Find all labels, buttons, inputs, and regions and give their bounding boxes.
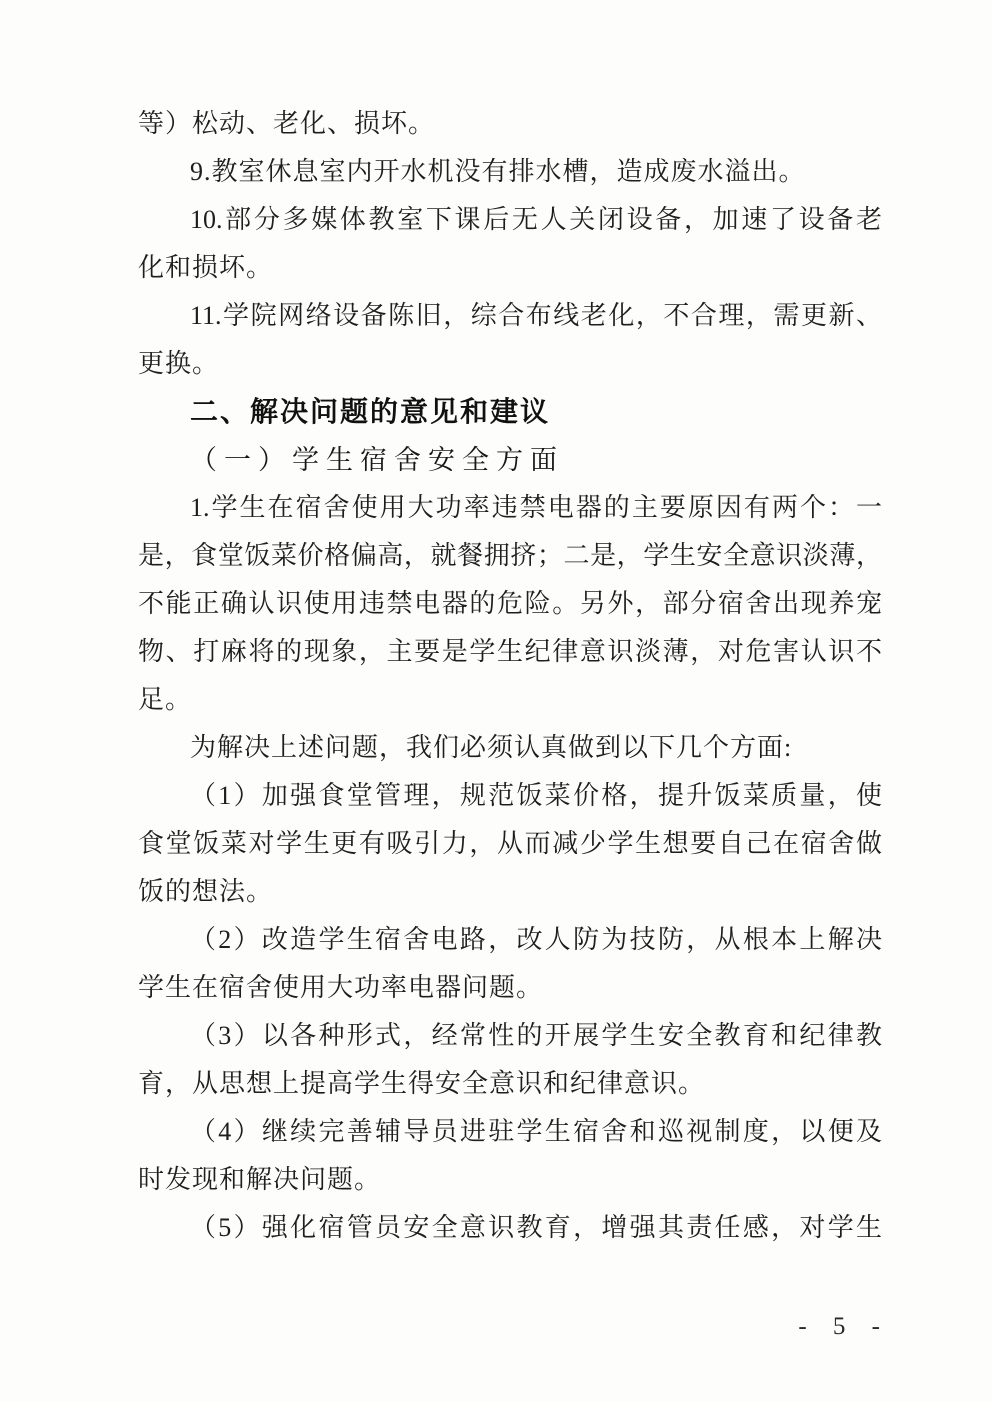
text-line: 时发现和解决问题。	[138, 1165, 382, 1194]
text-line: （1）加强食堂管理，规范饭菜价格，提升饭菜质量，使	[190, 781, 882, 810]
text-line: 1.学生在宿舍使用大功率违禁电器的主要原因有两个：一	[190, 493, 882, 522]
text-line: 9.教室休息室内开水机没有排水槽，造成废水溢出。	[190, 157, 806, 186]
page-number: - 5 -	[798, 1313, 890, 1340]
text-line: （2）改造学生宿舍电路，改人防为技防，从根本上解决	[190, 925, 882, 954]
text-line: 饭的想法。	[138, 877, 274, 906]
text-line: 不能正确认识使用违禁电器的危险。另外，部分宿舍出现养宠	[138, 589, 882, 618]
text-line: 学生在宿舍使用大功率电器问题。	[138, 973, 544, 1002]
text-line: 足。	[138, 685, 193, 714]
text-line: 是，食堂饭菜价格偏高，就餐拥挤；二是，学生安全意识淡薄，	[138, 541, 882, 570]
document-body	[138, 100, 882, 1252]
text-line: 育，从思想上提高学生得安全意识和纪律意识。	[138, 1069, 706, 1098]
section-heading: 二、解决问题的意见和建议	[190, 396, 551, 427]
text-line: 为解决上述问题，我们必须认真做到以下几个方面:	[190, 733, 793, 762]
text-line: 11.学院网络设备陈旧，综合布线老化，不合理，需更新、	[190, 301, 882, 330]
text-line: 化和损坏。	[138, 253, 274, 282]
text-line: 更换。	[138, 349, 220, 378]
text-line: （5）强化宿管员安全意识教育，增强其责任感，对学生	[190, 1213, 882, 1242]
text-line: 10.部分多媒体教室下课后无人关闭设备，加速了设备老	[190, 205, 882, 234]
text-line: 等）松动、老化、损坏。	[138, 109, 436, 138]
text-line: （3）以各种形式，经常性的开展学生安全教育和纪律教	[190, 1021, 882, 1050]
text-line: 食堂饭菜对学生更有吸引力，从而减少学生想要自己在宿舍做	[138, 829, 882, 858]
text-line: 物、打麻将的现象，主要是学生纪律意识淡薄，对危害认识不	[138, 637, 882, 666]
subsection-heading: （一）学生宿舍安全方面	[190, 445, 564, 475]
text-line: （4）继续完善辅导员进驻学生宿舍和巡视制度，以便及	[190, 1117, 882, 1146]
